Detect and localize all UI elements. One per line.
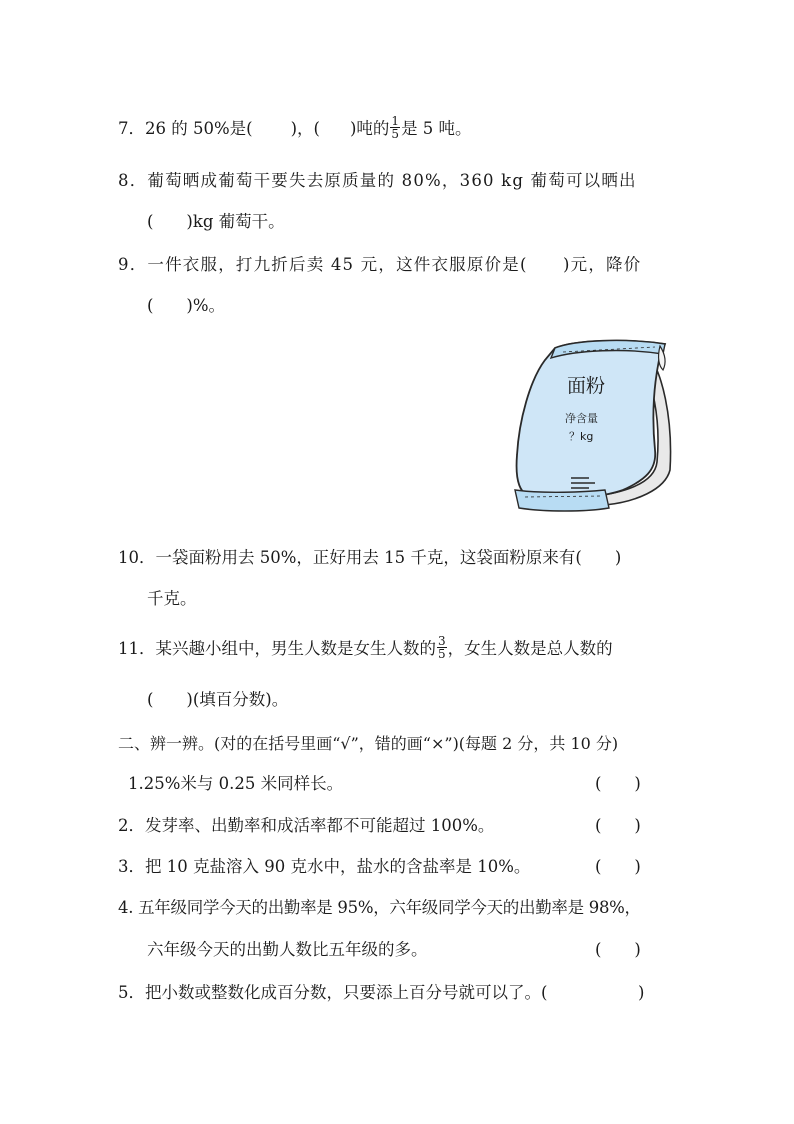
q7-lead: 7．26 的 50%是( bbox=[118, 119, 253, 138]
question-8-line-2: ( )kg 葡萄干。 bbox=[147, 212, 285, 231]
bag-bottom-seam bbox=[515, 490, 609, 511]
q7-fraction bbox=[390, 115, 400, 140]
question-9-line-2: ( )%。 bbox=[147, 296, 226, 315]
flour-bag-illustration bbox=[505, 330, 675, 520]
question-7 bbox=[118, 114, 472, 142]
q7-mid-1: )，( bbox=[290, 119, 320, 138]
judge-item-1-text: 1.25%米与 0.25 米同样长。 bbox=[128, 774, 344, 793]
judge-item-5-answer-paren: ) bbox=[638, 983, 645, 1002]
judge-item-4-answer-paren: ( ) bbox=[595, 940, 641, 959]
question-11-line-2: ( )(填百分数)。 bbox=[147, 690, 289, 709]
q7-fraction-numerator: 1 bbox=[391, 114, 400, 128]
q11-fraction-denominator: 5 bbox=[438, 647, 446, 661]
q7-mid-2: )吨的 bbox=[349, 119, 390, 138]
q11-fraction-numerator: 3 bbox=[438, 634, 446, 648]
judge-item-3-answer-paren: ( ) bbox=[595, 857, 641, 876]
question-11-line-1 bbox=[118, 634, 613, 662]
question-8-line-1: 8．葡萄晒成葡萄干要失去原质量的 80%，360 kg 葡萄可以晒出 bbox=[118, 171, 637, 190]
question-9-line-1: 9．一件衣服，打九折后卖 45 元，这件衣服原价是( )元，降价 bbox=[118, 255, 642, 274]
bag-net-label: 净含量 bbox=[565, 412, 598, 425]
judge-item-2-text: 2．发芽率、出勤率和成活率都不可能超过 100%。 bbox=[118, 816, 495, 835]
judge-item-3-text: 3．把 10 克盐溶入 90 克水中，盐水的含盐率是 10%。 bbox=[118, 857, 531, 876]
judge-item-5-text: 5．把小数或整数化成百分数，只要添上百分号就可以了。( bbox=[118, 983, 548, 1002]
judge-item-2-answer-paren: ( ) bbox=[595, 816, 641, 835]
q11-fraction bbox=[437, 635, 447, 660]
section-2-heading: 二、辨一辨。(对的在括号里画“√”，错的画“×”)(每题 2 分，共 10 分) bbox=[118, 734, 619, 753]
judge-item-4-line-1: 4. 五年级同学今天的出勤率是 95%，六年级同学今天的出勤率是 98%， bbox=[118, 898, 641, 917]
bag-net-value: ？kg bbox=[569, 430, 594, 443]
bag-title: 面粉 bbox=[567, 375, 606, 397]
judge-item-4-line-2: 六年级今天的出勤人数比五年级的多。 bbox=[147, 940, 428, 959]
q11-tail: ，女生人数是总人数的 bbox=[447, 639, 613, 658]
q7-fraction-denominator: 5 bbox=[391, 127, 400, 141]
q7-tail: 是 5 吨。 bbox=[401, 119, 472, 138]
question-10-line-2: 千克。 bbox=[147, 589, 197, 608]
q11-lead: 11．某兴趣小组中，男生人数是女生人数的 bbox=[118, 639, 436, 658]
question-10-line-1: 10．一袋面粉用去 50%，正好用去 15 千克，这袋面粉原来有( ) bbox=[118, 548, 622, 567]
judge-item-1-answer-paren: ( ) bbox=[595, 774, 641, 793]
